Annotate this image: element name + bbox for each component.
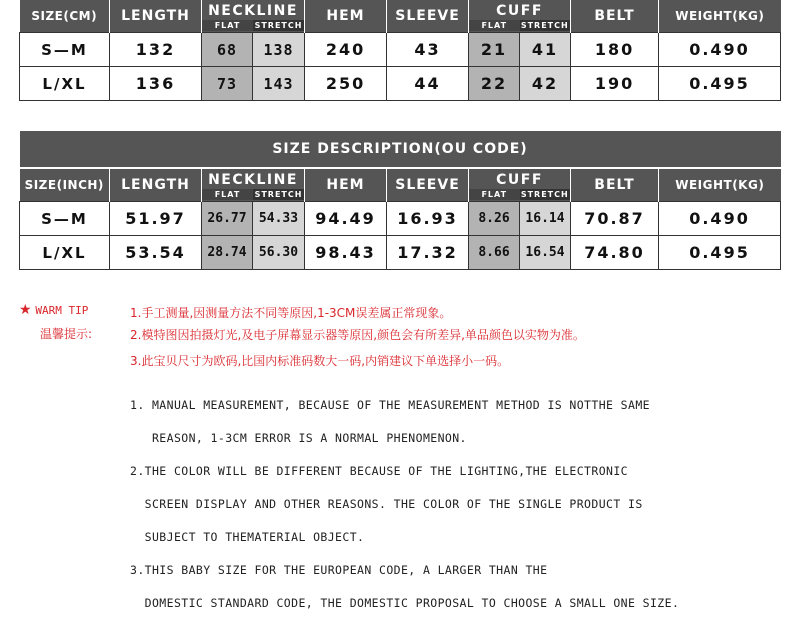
header-neckline-flat: FLAT (202, 20, 253, 31)
header-neckline-label: NECKLINE (208, 171, 298, 188)
header-length: LENGTH (110, 168, 202, 202)
cell-hem: 240 (305, 33, 387, 67)
header-size: SIZE(CM) (20, 0, 110, 33)
cell-neck-flat: 26.77 (202, 202, 253, 236)
cell-hem: 98.43 (305, 236, 387, 270)
cell-weight: 0.495 (659, 67, 781, 101)
cell-belt: 180 (571, 33, 659, 67)
header-belt: BELT (571, 168, 659, 202)
tip-en-line: 2.THE COLOR WILL BE DIFFERENT BECAUSE OF THE LIGHTING,THE ELECTRONIC (130, 463, 629, 478)
header-cuff-flat: FLAT (469, 20, 520, 31)
header-cuff-label: CUFF (496, 2, 543, 19)
tip-en-line: 1. MANUAL MEASUREMENT, BECAUSE OF THE MEASUREMENT METHOD IS NOTTHE SAME (130, 397, 650, 412)
cell-cuff-flat: 21 (469, 33, 520, 67)
cell-neck-flat: 68 (202, 33, 253, 67)
cell-sleeve: 44 (387, 67, 469, 101)
cell-neck-flat: 73 (202, 67, 253, 101)
cell-neck-stretch: 54.33 (253, 202, 305, 236)
warm-tip-cn: 温馨提示: (40, 327, 93, 341)
cell-sleeve: 16.93 (387, 202, 469, 236)
cell-belt: 74.80 (571, 236, 659, 270)
header-cuff-flat: FLAT (469, 189, 520, 200)
header-neckline-label: NECKLINE (208, 2, 298, 19)
table-row (20, 236, 781, 270)
header-cuff-stretch: STRETCH (520, 189, 569, 199)
cell-neck-stretch: 143 (253, 67, 305, 101)
size-table-inch (19, 131, 781, 270)
header-sleeve: SLEEVE (387, 168, 469, 202)
header-hem: HEM (305, 0, 387, 33)
header-cuff (469, 0, 571, 33)
warm-tip-label (19, 302, 88, 318)
cell-belt: 190 (571, 67, 659, 101)
star-icon: ★ (19, 302, 32, 318)
tip-en-line: 3.THIS BABY SIZE FOR THE EUROPEAN CODE, A LARGER THAN THE (130, 562, 548, 577)
cell-cuff-stretch: 16.54 (520, 236, 571, 270)
header-hem: HEM (305, 168, 387, 202)
header-neckline-stretch: STRETCH (254, 189, 303, 199)
cell-neck-stretch: 138 (253, 33, 305, 67)
header-weight: WEIGHT(KG) (659, 168, 781, 202)
warm-tip-en: WARM TIP (35, 304, 89, 317)
cell-belt: 70.87 (571, 202, 659, 236)
cell-neck-flat: 28.74 (202, 236, 253, 270)
header-belt: BELT (571, 0, 659, 33)
header-sleeve: SLEEVE (387, 0, 469, 33)
header-neckline-stretch: STRETCH (254, 20, 303, 30)
cell-size: L/XL (20, 236, 110, 270)
tip-cn-line-1: 1.手工测量,因测量方法不同等原因,1-3CM误差属正常现象。 (130, 306, 452, 320)
tip-en-line: SUBJECT TO THEMATERIAL OBJECT. (130, 529, 365, 544)
cell-size: L/XL (20, 67, 110, 101)
cell-size: S—M (20, 202, 110, 236)
header-size: SIZE(INCH) (20, 168, 110, 202)
cell-length: 136 (110, 67, 202, 101)
table-title: SIZE DESCRIPTION(OU CODE) (20, 131, 781, 168)
cell-length: 132 (110, 33, 202, 67)
cell-cuff-flat: 22 (469, 67, 520, 101)
header-cuff (469, 168, 571, 202)
tip-en-line: SCREEN DISPLAY AND OTHER REASONS. THE COLOR OF THE SINGLE PRODUCT IS (130, 496, 643, 511)
cell-size: S—M (20, 33, 110, 67)
cell-weight: 0.495 (659, 236, 781, 270)
header-cuff-stretch: STRETCH (520, 20, 569, 30)
tip-en-line: REASON, 1-3CM ERROR IS A NORMAL PHENOMENON. (130, 430, 467, 445)
header-weight: WEIGHT(KG) (659, 0, 781, 33)
cell-cuff-flat: 8.66 (469, 236, 520, 270)
header-neckline (202, 168, 305, 202)
cell-neck-stretch: 56.30 (253, 236, 305, 270)
cell-weight: 0.490 (659, 202, 781, 236)
cell-hem: 94.49 (305, 202, 387, 236)
table-row (20, 67, 781, 101)
table-row (20, 202, 781, 236)
cell-length: 53.54 (110, 236, 202, 270)
header-cuff-label: CUFF (496, 171, 543, 188)
tip-cn-line-2: 2.模特图因拍摄灯光,及电子屏幕显示器等原因,颜色会有所差异,单品颜色以实物为准。 (130, 328, 585, 342)
cell-sleeve: 17.32 (387, 236, 469, 270)
tip-en-line: DOMESTIC STANDARD CODE, THE DOMESTIC PROPOSAL TO CHOOSE A SMALL ONE SIZE. (130, 595, 680, 610)
cell-cuff-stretch: 41 (520, 33, 571, 67)
cell-hem: 250 (305, 67, 387, 101)
tip-en-block (130, 380, 679, 628)
cell-weight: 0.490 (659, 33, 781, 67)
cell-cuff-stretch: 42 (520, 67, 571, 101)
header-length: LENGTH (110, 0, 202, 33)
header-neckline (202, 0, 305, 33)
header-neckline-flat: FLAT (202, 189, 253, 200)
cell-cuff-flat: 8.26 (469, 202, 520, 236)
tip-cn-line-3: 3.此宝贝尺寸为欧码,比国内标准码数大一码,内销建议下单选择小一码。 (130, 354, 510, 368)
table-row (20, 33, 781, 67)
cell-cuff-stretch: 16.14 (520, 202, 571, 236)
cell-sleeve: 43 (387, 33, 469, 67)
cell-length: 51.97 (110, 202, 202, 236)
size-table-cm (19, 0, 781, 101)
